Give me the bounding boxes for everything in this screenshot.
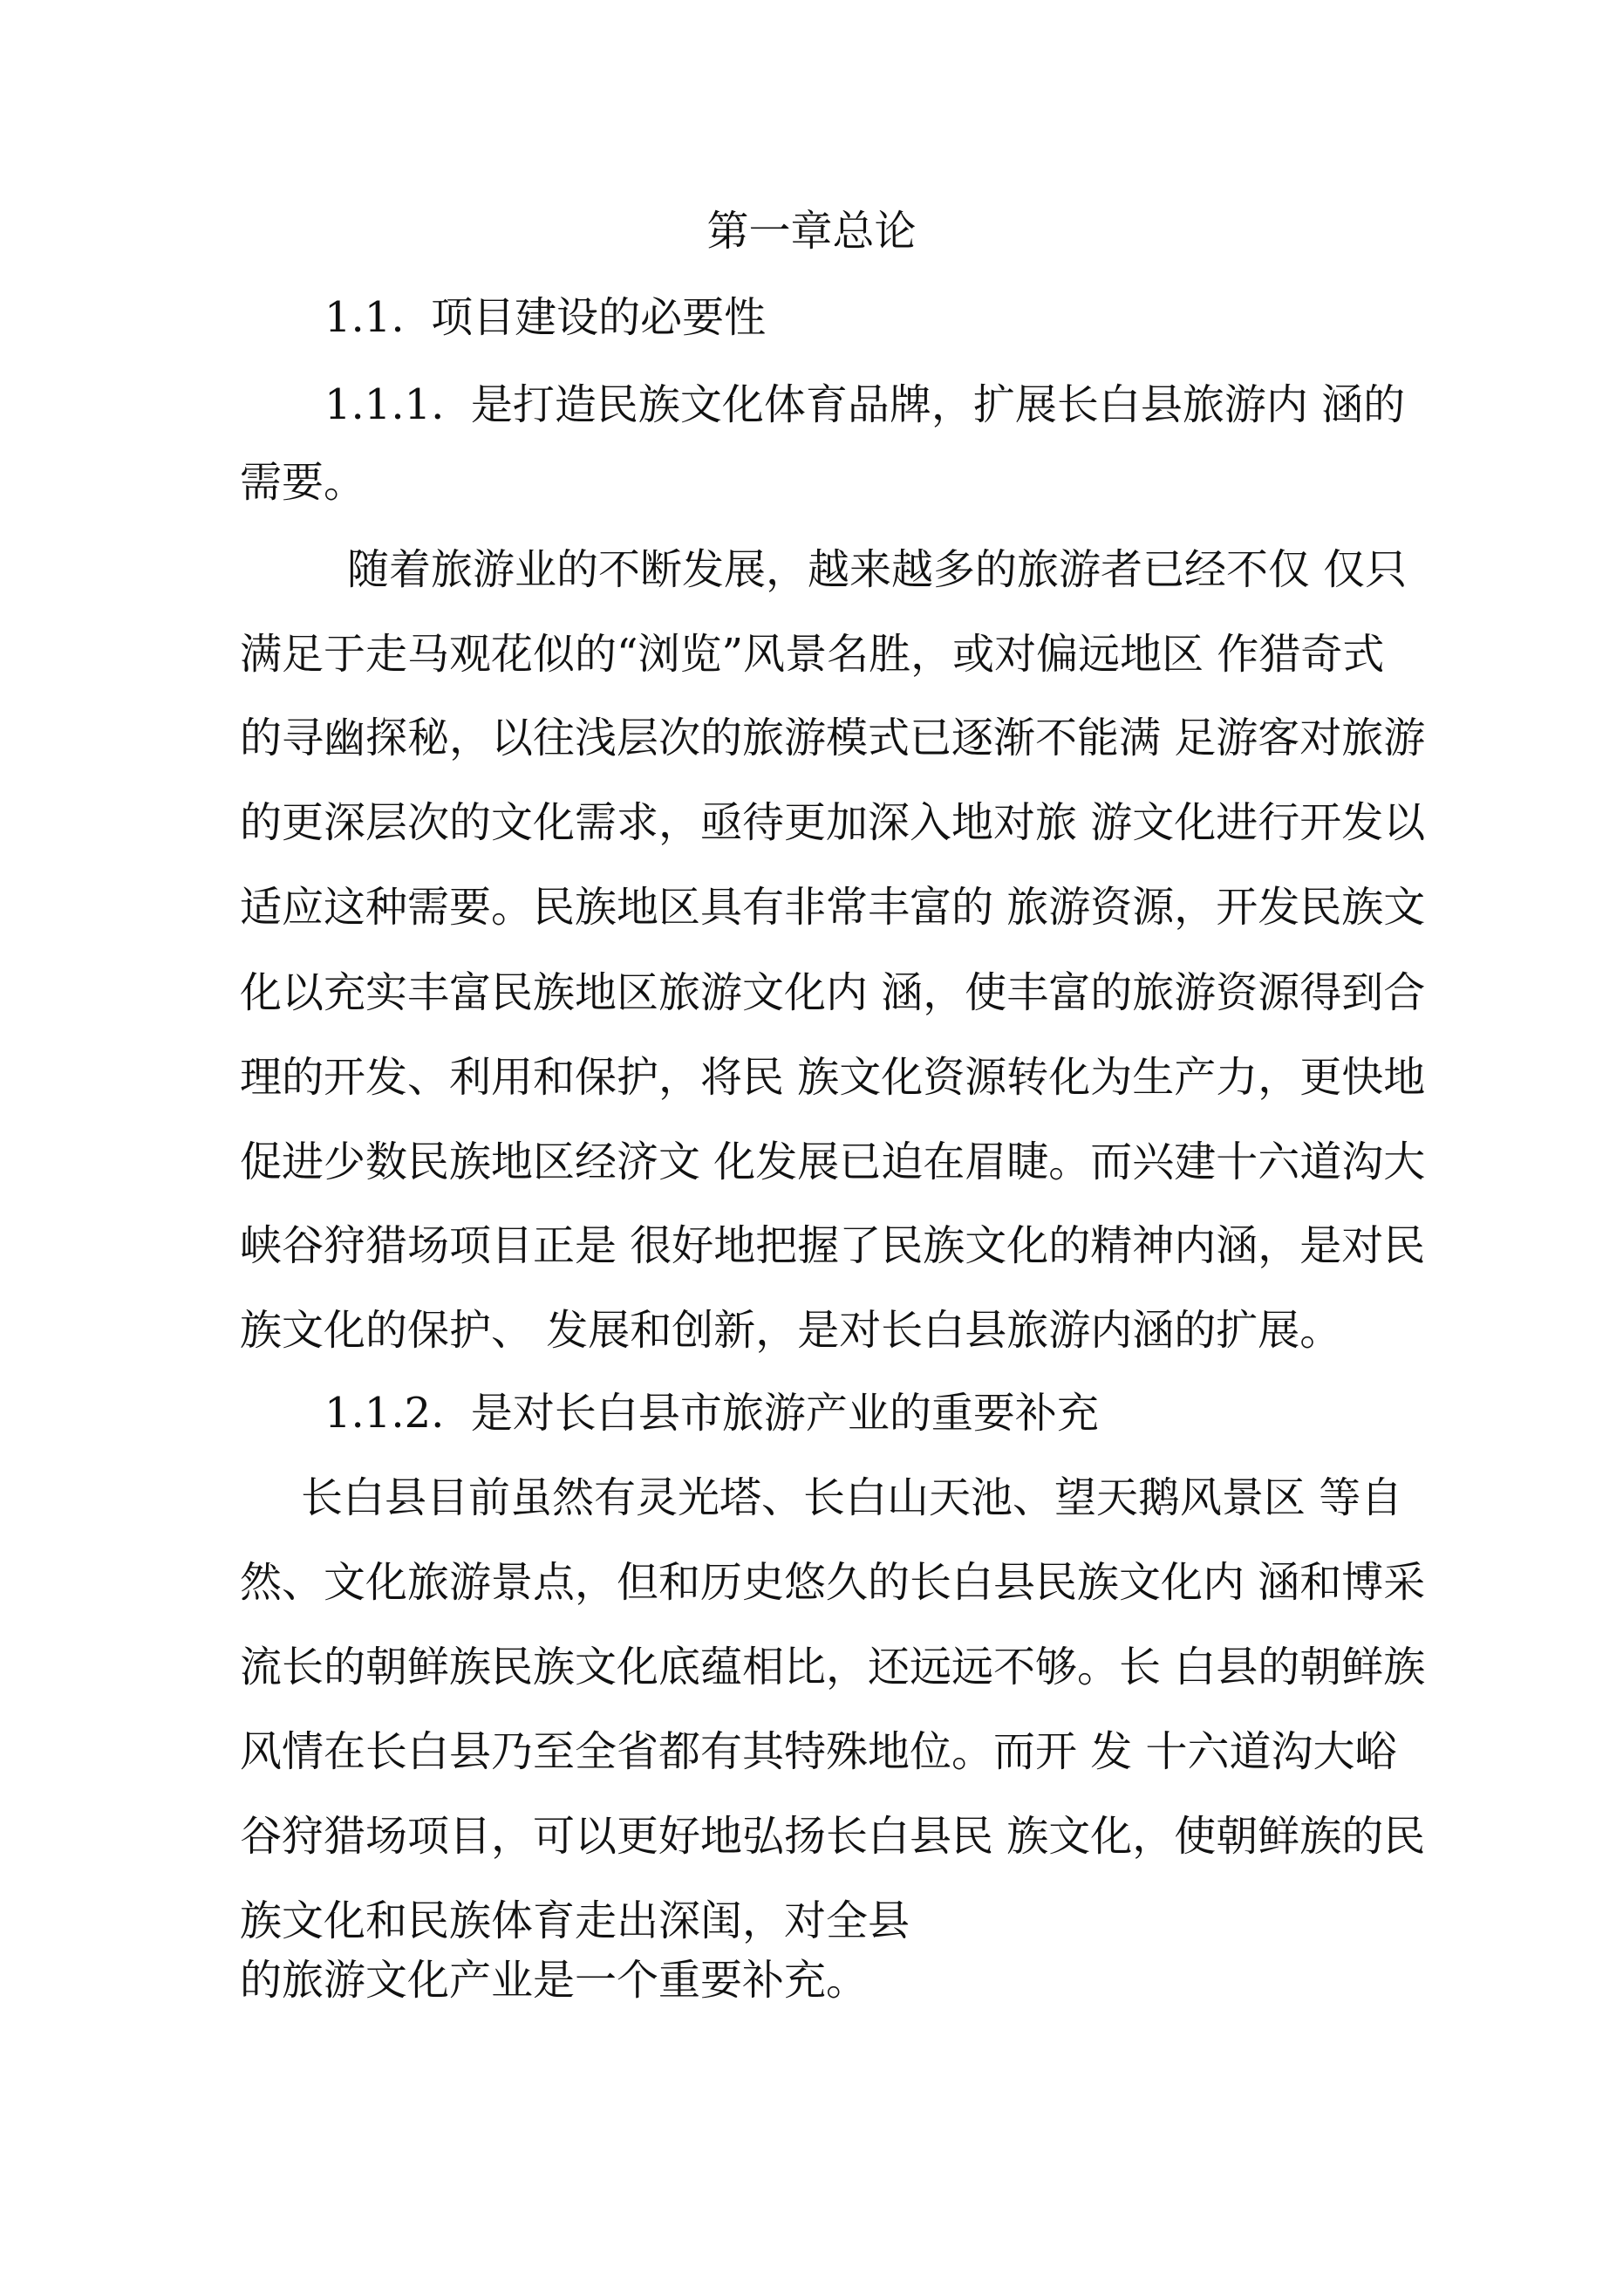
section-heading-1-1-1-line-1: 1.1.1. 是打造民族文化体育品牌，扩展长白县旅游内 涵的	[324, 380, 1406, 429]
paragraph-line: 满足于走马观花似的“浏览”风景名胜，或对偏远地区 作猎奇式	[240, 630, 1385, 679]
paragraph-line: 随着旅游业的不断发展，越来越多的旅游者已经不仅 仅只	[347, 545, 1408, 594]
paragraph-line: 族文化的保护、 发展和创新，是对长白县旅游内涵的扩展。	[240, 1306, 1342, 1355]
paragraph-line: 适应这种需要。民族地区具有非常丰富的 旅游资源，开发民族文	[240, 883, 1426, 932]
paragraph-line: 长白县目前虽然有灵光塔、长白山天池、望天鹅风景区 等自	[301, 1473, 1403, 1522]
section-heading-1-1: 1.1. 项目建设的必要性	[324, 293, 767, 342]
paragraph-line: 风情在长白县乃至全省都有其特殊地位。而开 发 十六道沟大峪	[240, 1727, 1397, 1776]
paragraph-line: 促进少数民族地区经济文 化发展已迫在眉睫。而兴建十六道沟大	[240, 1138, 1426, 1186]
paragraph-line: 谷狩猎场项目，可以更好地弘扬长白县民 族文化，使朝鲜族的民	[240, 1812, 1426, 1861]
paragraph-line: 然、文化旅游景点，但和历史悠久的长白县民族文化内 涵和博采	[240, 1558, 1426, 1607]
paragraph-line: 的寻幽探秘，以往浅层次的旅游模式已逐渐不能满 足游客对旅游	[240, 714, 1426, 762]
chapter-title: 第一章总论	[706, 207, 917, 256]
paragraph-line: 的旅游文化产业是一个重要补充。	[240, 1956, 869, 2005]
paragraph-line: 的更深层次的文化需求，亟待更加深入地对旅 游文化进行开发以	[240, 798, 1426, 847]
paragraph-line: 峡谷狩猎场项目正是 很好地把握了民族文化的精神内涵，是对民	[240, 1221, 1426, 1270]
paragraph-line: 族文化和民族体育走出深闺，对全县	[240, 1896, 910, 1945]
paragraph-line: 理的开发、利用和保护，将民 族文化资源转化为生产力，更快地	[240, 1053, 1426, 1102]
paragraph-line: 化以充实丰富民族地区旅游文化内 涵，使丰富的旅游资源得到合	[240, 968, 1426, 1017]
section-heading-1-1-2: 1.1.2. 是对长白县市旅游产业的重要补充	[324, 1389, 1099, 1438]
paragraph-line: 流长的朝鲜族民族文化底蕴相比，还远远不够。长 白县的朝鲜族	[240, 1643, 1426, 1691]
section-heading-1-1-1-line-2: 需要。	[240, 458, 366, 507]
